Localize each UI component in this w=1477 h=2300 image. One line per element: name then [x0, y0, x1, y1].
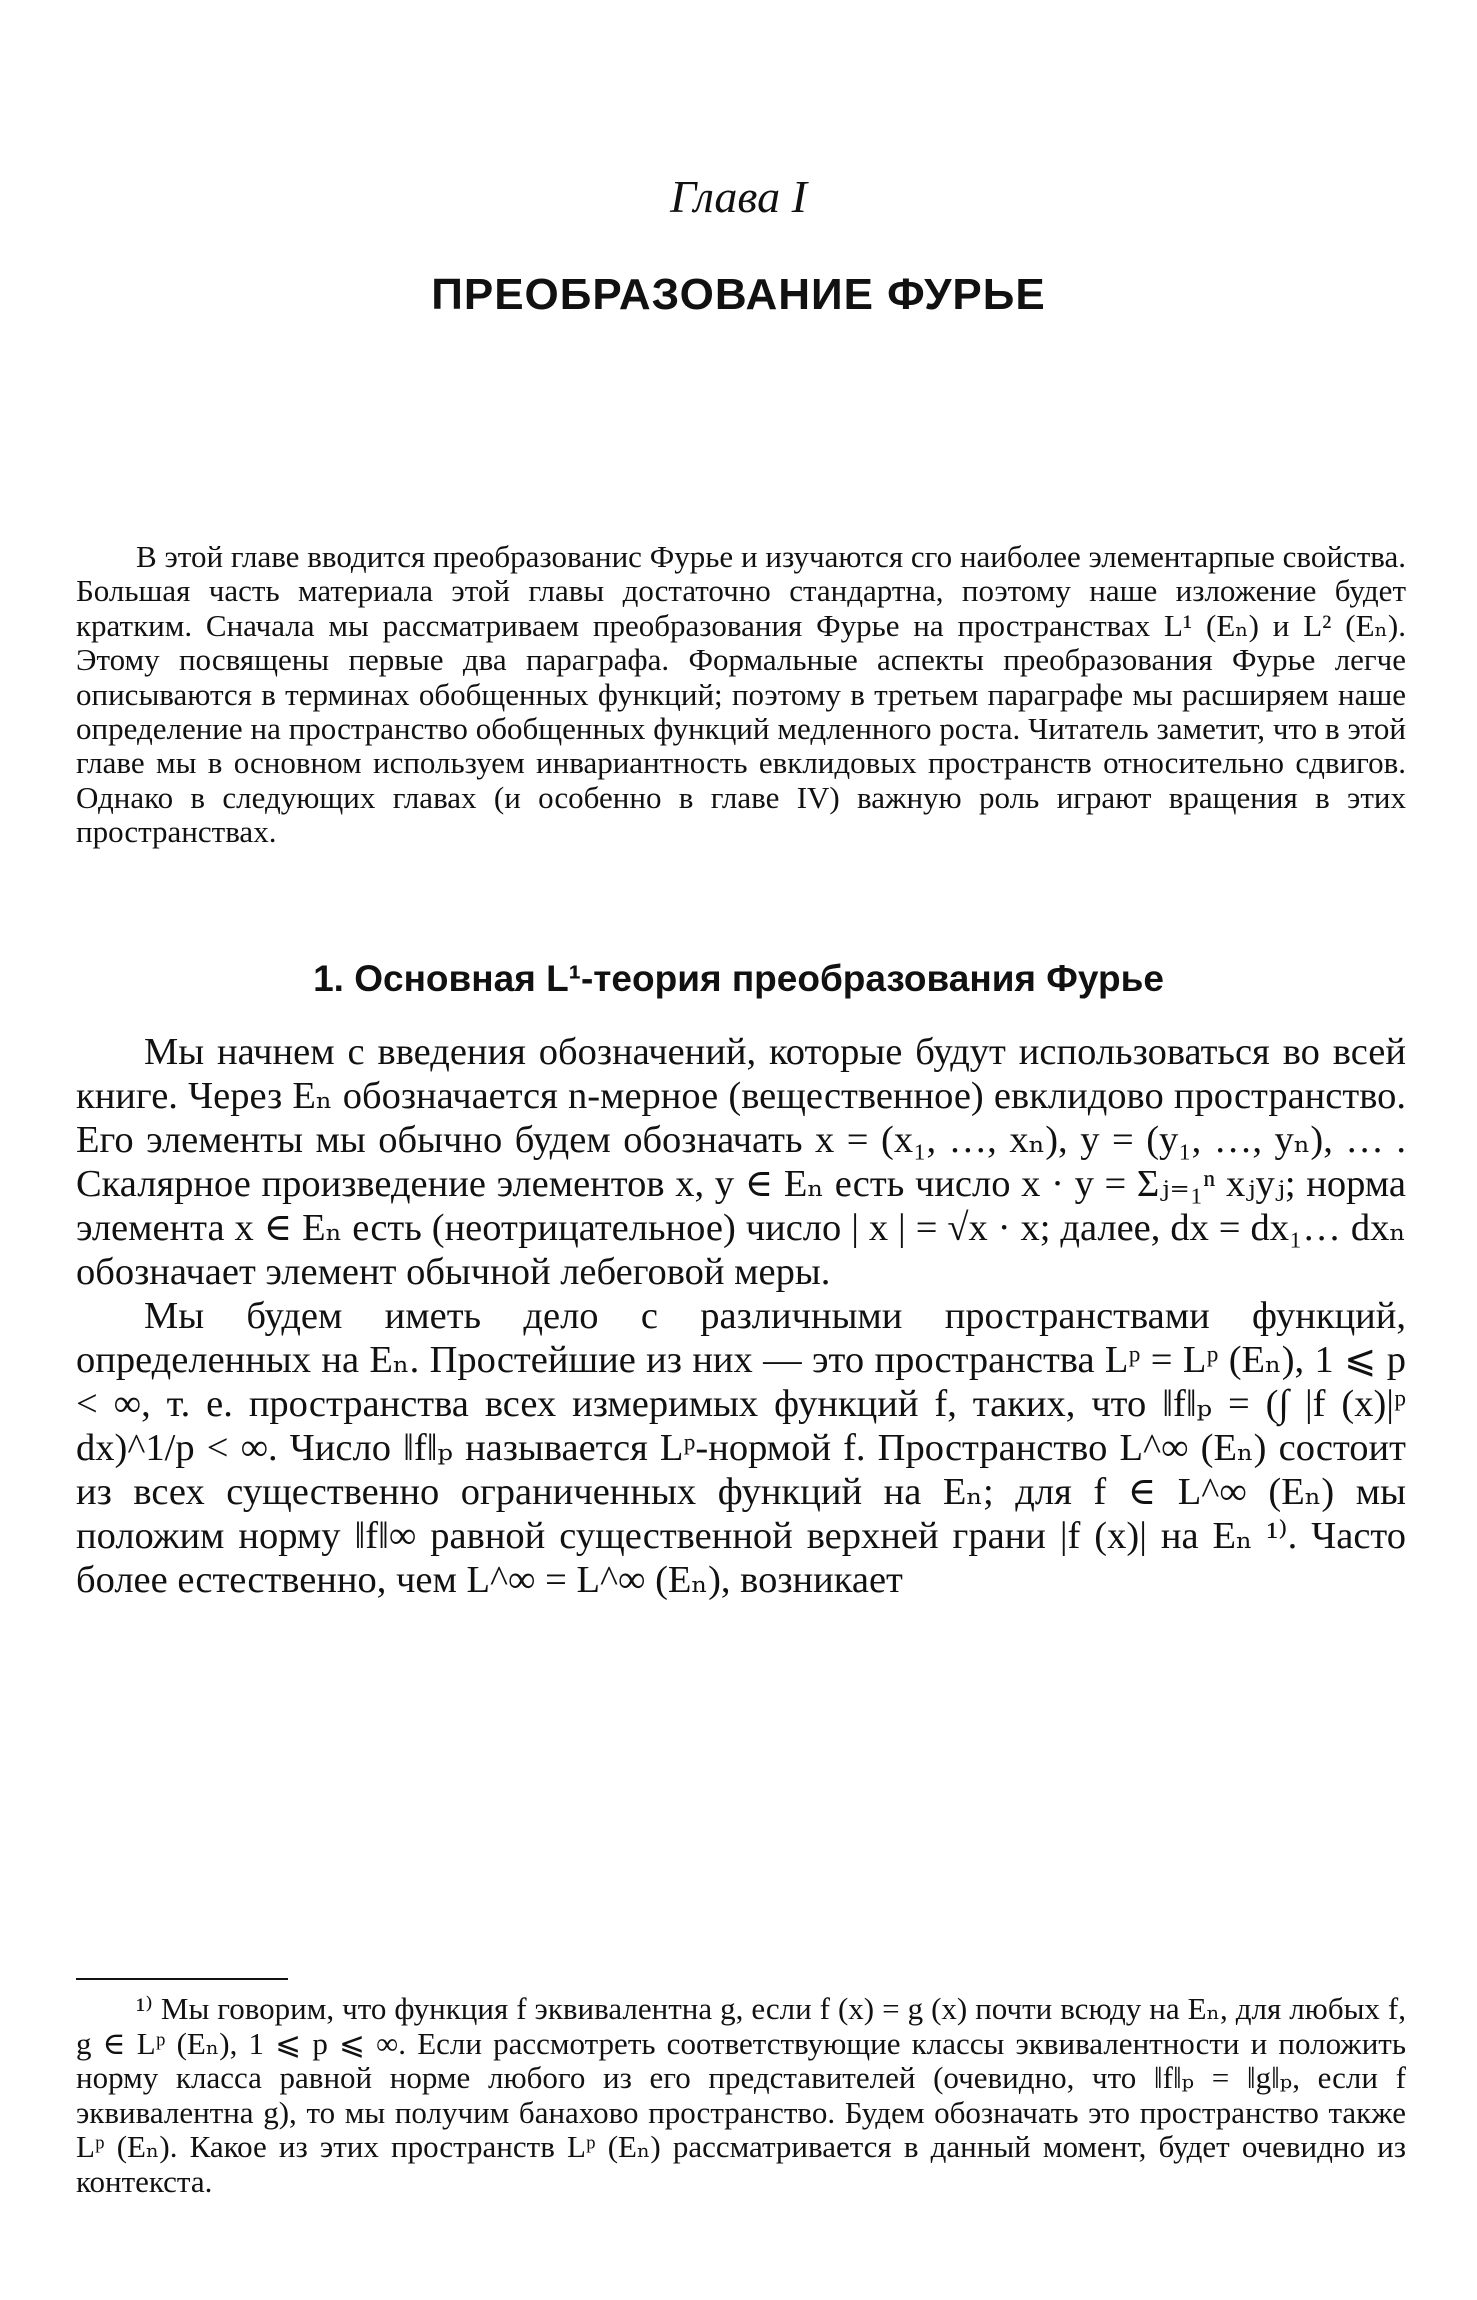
body-paragraph-1: Мы начнем с введения обозначений, которые будут использоваться во всей книге. Через Eₙ обозначается n-мерное (вещественное) евклидово пространство. Его элементы мы обычно будем обозначать x = (x₁, …, xₙ), y = (y₁, …, yₙ), … . Скалярное произведение элементов x, y ∈ Eₙ есть число x · y = Σⱼ₌₁ⁿ xⱼyⱼ; норма элемента x ∈ Eₙ есть (неотрицательное) число | x | = √x · x; далее, dx = dx₁… dxₙ обозначает элемент обычной лебеговой меры. [76, 1031, 1406, 1293]
section-heading: 1. Основная L¹-теория преобразования Фурье [313, 958, 1164, 999]
chapter-title: ПРЕОБРАЗОВАНИЕ ФУРЬЕ [431, 270, 1046, 319]
footnote: ¹⁾ Мы говорим, что функция f эквивалентна g, если f (x) = g (x) почти всюду на Eₙ, для любых f, g ∈ Lᵖ (Eₙ), 1 ⩽ p ⩽ ∞. Если рассмотреть соответствующие классы эквивалентности и положить норму класса равной норме любого из его представителей (очевидно, что ‖f‖ₚ = ‖g‖ₚ, если f эквивалентна g), то мы получим банахово пространство. Будем обозначать это пространство также Lᵖ (Eₙ). Какое из этих пространств Lᵖ (Eₙ) рассматривается в данный момент, будет очевидно из контекста. [76, 1991, 1406, 2199]
section-body [76, 1030, 1406, 1602]
chapter-introduction: В этой главе вводится преобразованис Фурье и изучаются сго наиболее элементарпые свойства. Большая часть материала этой главы достаточно стандартна, поэтому наше изложение будет кратким. Сначала мы рассматриваем преобразования Фурье на пространствах L¹ (Eₙ) и L² (Eₙ). Этому посвящены первые два параграфа. Формальные аспекты преобразования Фурье легче описываются в терминах обобщенных функций; поэтому в третьем параграфе мы расширяем наше определение на пространство обобщенных функций медленного роста. Читатель заметит, что в этой главе мы в основном используем инвариантность евклидовых пространств относительно сдвигов. Однако в следующих главах (и особенно в главе IV) важную роль играют вращения в этих пространствах. [76, 539, 1406, 850]
chapter-label: Глава I [670, 171, 807, 222]
body-paragraph-2: Мы будем иметь дело с различными пространствами функций, определенных на Eₙ. Простейшие из них — это пространства Lᵖ = Lᵖ (Eₙ), 1 ⩽ p < ∞, т. е. пространства всех измеримых функций f, таких, что ‖f‖ₚ = (∫ |f (x)|ᵖ dx)^1/p < ∞. Число ‖f‖ₚ называется Lᵖ-нормой f. Пространство L^∞ (Eₙ) состоит из всех существенно ограниченных функций на Eₙ; для f ∈ L^∞ (Eₙ) мы положим норму ‖f‖∞ равной существенной верхней грани |f (x)| на Eₙ ¹⁾. Часто более естественно, чем L^∞ = L^∞ (Eₙ), возникает [76, 1295, 1406, 1601]
footnote-rule [76, 1978, 288, 1980]
